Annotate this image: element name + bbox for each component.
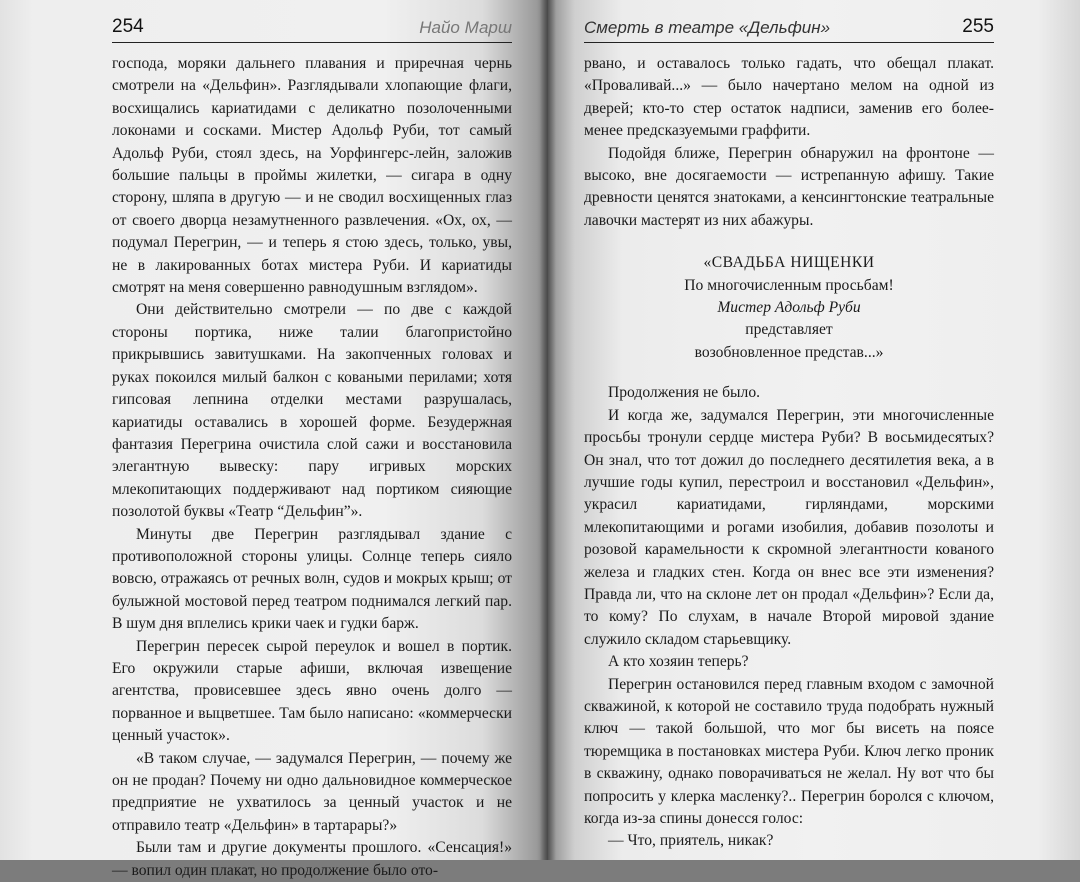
poster-line: возобновленное представ...» bbox=[694, 343, 884, 361]
poster-title: «СВАДЬБА НИЩЕНКИ bbox=[703, 254, 875, 272]
paragraph: А кто хозяин теперь? bbox=[608, 653, 749, 671]
paragraph: Перегрин остановился перед главным входом с замочной скважиной, к которой не составило труда подобрать нужный ключ — такой большой, что мог бы висеть на поясе тюремщика в постановках мистера Руби. Ключ легко проник в скважину, однако поворачиваться не желал. Ну вот что бы попросить у клерка масленку?.. Перегрин боролся с ключом, когда из-за спины донесся голос: bbox=[584, 675, 994, 827]
page-number-right: 255 bbox=[962, 16, 994, 37]
left-page-text bbox=[112, 53, 512, 882]
poster-line: представляет bbox=[745, 321, 833, 339]
paragraph: Минуты две Перегрин разглядывал здание с противоположной стороны улицы. Солнце теперь сияло вовсю, отражаясь от речных волн, судов и мокрых крыш; от булыжной мостовой перед театром поднимался легкий пар. В шум дня вплелись крики чаек и гудки барж. bbox=[112, 525, 512, 633]
left-running-head bbox=[112, 6, 512, 43]
right-page bbox=[548, 0, 1080, 860]
paragraph: господа, моряки дальнего плавания и приречная чернь смотрели на «Дельфин». Разглядывали хлопающие флаги, восхищались кариатидами с деликатно позолоченными локонами и сосками. Мистер Адольф Руби, тот самый Адольф Руби, стоял здесь, на Уорфингерс-лейн, заложив большие пальцы в проймы жилетки, — сигара в одну сторону, шляпа в другую — и не сводил восхищенных глаз от своего дворца незамутненного развлечения. «Ох, ох, — подумал Перегрин, — и теперь я стою здесь, только, увы, не в лакированных ботах мистера Руби. И кариатиды смотрят на меня совершенно равнодушным взглядом». bbox=[112, 55, 512, 297]
paragraph: Продолжения не было. bbox=[608, 384, 761, 402]
paragraph: — Что, приятель, никак? bbox=[608, 832, 774, 850]
poster-presenter: Мистер Адольф Руби bbox=[717, 299, 861, 317]
paragraph: Были там и другие документы прошлого. «Сенсация!» — вопил один плакат, но продолжение было ото- bbox=[112, 839, 512, 879]
book-gutter bbox=[540, 0, 556, 860]
poster-line: По многочисленным просьбам! bbox=[684, 276, 894, 294]
book-title-header: Смерть в театре «Дельфин» bbox=[584, 18, 831, 37]
right-page-text bbox=[584, 53, 994, 853]
right-running-head bbox=[584, 6, 994, 43]
author-header: Найо Марш bbox=[419, 18, 512, 37]
paragraph: Они действительно смотрели — по две с каждой стороны портика, ниже талии благопристойно прикрывшись завитушками. На закопченных головах и руках покоился милый балкон с коваными перилами; хотя гипсовая лепнина отделки местами разрушалась, кариатиды оставались в хорошей форме. Безудержная фантазия Перегрина очистила слой сажи и восстановила элегантную вывеску: пару игривых морских млекопитающих поддерживают над портиком сияющие позолотой буквы «Театр “Дельфин”». bbox=[112, 301, 512, 521]
paragraph: Подойдя ближе, Перегрин обнаружил на фронтоне — высоко, вне досягаемости — истрепанную афишу. Такие древности ценятся знатоками, а кенсингтонские театральные лавочки мастерят из них абажуры. bbox=[584, 144, 994, 229]
page-number-left: 254 bbox=[112, 16, 144, 37]
paragraph: «В таком случае, — задумался Перегрин, — почему же он не продан? Почему ни одно дальновидное коммерческое предприятие не ухватилось за ценный участок и не отправило театр «Дельфин» в тартарары?» bbox=[112, 749, 512, 834]
paragraph: И когда же, задумался Перегрин, эти многочисленные просьбы тронули сердце мистера Руби? В восьмидесятых? Он знал, что тот дожил до последнего десятилетия века, а в лучшие годы купил, перестроил и восстановил «Дельфин», украсил кариатидами, гирляндами, морскими млекопитающими и рогами изобилия, добавив позолоты и розовой карамельности к скромной элегантности кованого железа и гладких стен. Когда он внес все эти изменения? Правда ли, что на склоне лет он продал «Дельфин»? Если да, то кому? По слухам, в начале Второй мировой здание служило складом старьевщику. bbox=[584, 406, 994, 648]
poster-quote bbox=[584, 252, 994, 364]
paragraph: рвано, и оставалось только гадать, что обещал плакат. «Проваливай...» — было начертано мелом на одной из дверей; кто-то стер остаток надписи, заменив его более-менее предсказуемыми граффити. bbox=[584, 55, 994, 140]
paragraph: Перегрин пересек сырой переулок и вошел в портик. Его окружили старые афиши, включая извещение агентства, провисевшее здесь явно очень долго — порванное и выцветшее. Там было написано: «коммерчески ценный участок». bbox=[112, 637, 512, 745]
